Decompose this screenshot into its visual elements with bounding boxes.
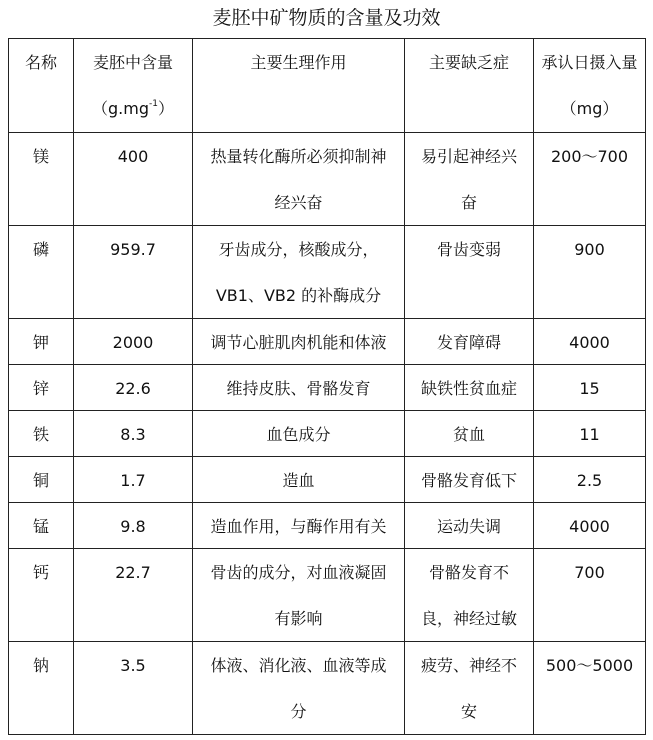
cell-function — [193, 226, 405, 319]
cell-content — [74, 411, 193, 457]
cell-intake — [534, 133, 646, 226]
cell-function — [193, 365, 405, 411]
cell-intake — [534, 365, 646, 411]
cell-content — [74, 457, 193, 503]
cell-intake-text: 11 — [579, 425, 600, 444]
cell-content-text: 3.5 — [120, 656, 146, 675]
cell-function-line: 调节心脏肌肉机能和体液 — [210, 333, 387, 352]
table-row — [9, 411, 646, 457]
cell-name-text: 锰 — [32, 517, 49, 536]
cell-intake — [534, 319, 646, 365]
table-row — [9, 226, 646, 319]
header-deficiency — [405, 39, 534, 133]
cell-name-text: 锌 — [32, 379, 49, 398]
cell-deficiency-line: 骨骼发育不 — [428, 563, 509, 582]
cell-deficiency-line: 运动失调 — [436, 517, 501, 536]
cell-function — [193, 642, 405, 735]
cell-name — [9, 365, 74, 411]
cell-content-text: 22.6 — [115, 379, 151, 398]
cell-function — [193, 457, 405, 503]
cell-name-text: 铜 — [32, 471, 49, 490]
cell-name — [9, 549, 74, 642]
cell-deficiency — [405, 457, 534, 503]
cell-intake-text: 4000 — [569, 517, 610, 536]
cell-intake — [534, 226, 646, 319]
cell-function-line: 造血 — [282, 471, 315, 490]
cell-name — [9, 133, 74, 226]
header-function — [193, 39, 405, 133]
table-title: 麦胚中矿物质的含量及功效 — [212, 7, 441, 29]
cell-deficiency-line: 缺铁性贫血症 — [420, 379, 517, 398]
cell-deficiency-line: 疲劳、神经不 — [420, 656, 517, 675]
cell-function — [193, 503, 405, 549]
cell-deficiency-line: 骨骼发育低下 — [420, 471, 517, 490]
cell-intake-text: 15 — [579, 379, 600, 398]
cell-intake-text: 200～700 — [550, 147, 629, 166]
header-name-label: 名称 — [24, 53, 57, 72]
cell-content-text: 9.8 — [120, 517, 146, 536]
cell-deficiency-line: 发育障碍 — [436, 333, 501, 352]
cell-name — [9, 319, 74, 365]
unit-post: ） — [157, 99, 174, 118]
cell-deficiency — [405, 411, 534, 457]
header-intake-label: 承认日摄入量 — [541, 53, 638, 72]
header-intake-unit: （mg） — [560, 99, 619, 118]
cell-name-text: 磷 — [32, 240, 49, 259]
cell-name-text: 铁 — [32, 425, 49, 444]
cell-deficiency-line: 奋 — [460, 193, 477, 212]
cell-content-text: 2000 — [112, 333, 154, 352]
table-row — [9, 503, 646, 549]
cell-intake — [534, 549, 646, 642]
cell-function-line: VB1、VB2 的补酶成分 — [215, 286, 382, 305]
table-row — [9, 319, 646, 365]
cell-intake-text: 500～5000 — [545, 656, 634, 675]
cell-name — [9, 457, 74, 503]
cell-content — [74, 549, 193, 642]
header-content-label: 麦胚中含量 — [92, 53, 173, 72]
cell-intake-text: 900 — [574, 240, 605, 259]
cell-content-text: 1.7 — [120, 471, 146, 490]
header-row — [9, 39, 646, 133]
header-deficiency-label: 主要缺乏症 — [428, 53, 509, 72]
cell-deficiency-line: 贫血 — [452, 425, 485, 444]
cell-content-text: 22.7 — [115, 563, 151, 582]
cell-deficiency — [405, 549, 534, 642]
header-intake — [534, 39, 646, 133]
mineral-table — [8, 38, 646, 735]
cell-function-line: 牙齿成分，核酸成分， — [218, 240, 379, 259]
cell-function — [193, 549, 405, 642]
cell-name-text: 钠 — [32, 656, 49, 675]
cell-content — [74, 365, 193, 411]
cell-function-line: 有影响 — [274, 609, 323, 628]
cell-intake-text: 2.5 — [576, 471, 603, 490]
unit-pre: （g.mg — [92, 99, 149, 118]
cell-function-line: 骨齿的成分，对血液凝固 — [210, 563, 387, 582]
cell-function-line: 维持皮肤、骨骼发育 — [226, 379, 371, 398]
cell-deficiency — [405, 319, 534, 365]
table-row — [9, 457, 646, 503]
cell-deficiency — [405, 365, 534, 411]
header-content — [74, 39, 193, 133]
cell-name-text: 钾 — [32, 333, 49, 352]
cell-deficiency — [405, 133, 534, 226]
cell-deficiency — [405, 642, 534, 735]
cell-name-text: 镁 — [32, 147, 49, 166]
cell-function-line: 经兴奋 — [274, 193, 323, 212]
cell-deficiency-line: 易引起神经兴 — [420, 147, 517, 166]
cell-name — [9, 642, 74, 735]
cell-name — [9, 226, 74, 319]
cell-content-text: 400 — [117, 147, 149, 166]
cell-content-text: 8.3 — [120, 425, 146, 444]
table-row — [9, 365, 646, 411]
cell-name-text: 钙 — [32, 563, 49, 582]
table-row — [9, 549, 646, 642]
cell-deficiency — [405, 503, 534, 549]
cell-intake — [534, 642, 646, 735]
cell-deficiency — [405, 226, 534, 319]
cell-deficiency-line: 安 — [460, 702, 477, 721]
cell-content — [74, 319, 193, 365]
cell-name — [9, 503, 74, 549]
cell-intake — [534, 411, 646, 457]
cell-function — [193, 319, 405, 365]
cell-function-line: 分 — [290, 702, 307, 721]
cell-function-line: 血色成分 — [266, 425, 331, 444]
cell-function-line: 热量转化酶所必须抑制神 — [210, 147, 387, 166]
cell-deficiency-line: 良，神经过敏 — [420, 609, 517, 628]
table-row — [9, 133, 646, 226]
table-row — [9, 642, 646, 735]
cell-content — [74, 226, 193, 319]
cell-intake-text: 4000 — [569, 333, 610, 352]
unit-sup: -1 — [149, 99, 158, 109]
cell-function-line: 造血作用，与酶作用有关 — [210, 517, 387, 536]
cell-function — [193, 133, 405, 226]
cell-intake — [534, 503, 646, 549]
header-name — [9, 39, 74, 133]
cell-content-text: 959.7 — [110, 240, 156, 259]
cell-content — [74, 133, 193, 226]
cell-name — [9, 411, 74, 457]
cell-function-line: 体液、消化液、血液等成 — [210, 656, 387, 675]
cell-content — [74, 503, 193, 549]
header-function-label: 主要生理作用 — [250, 53, 347, 72]
cell-intake — [534, 457, 646, 503]
cell-intake-text: 700 — [574, 563, 605, 582]
cell-deficiency-line: 骨齿变弱 — [436, 240, 501, 259]
cell-content — [74, 642, 193, 735]
header-content-unit — [77, 97, 189, 120]
cell-function — [193, 411, 405, 457]
